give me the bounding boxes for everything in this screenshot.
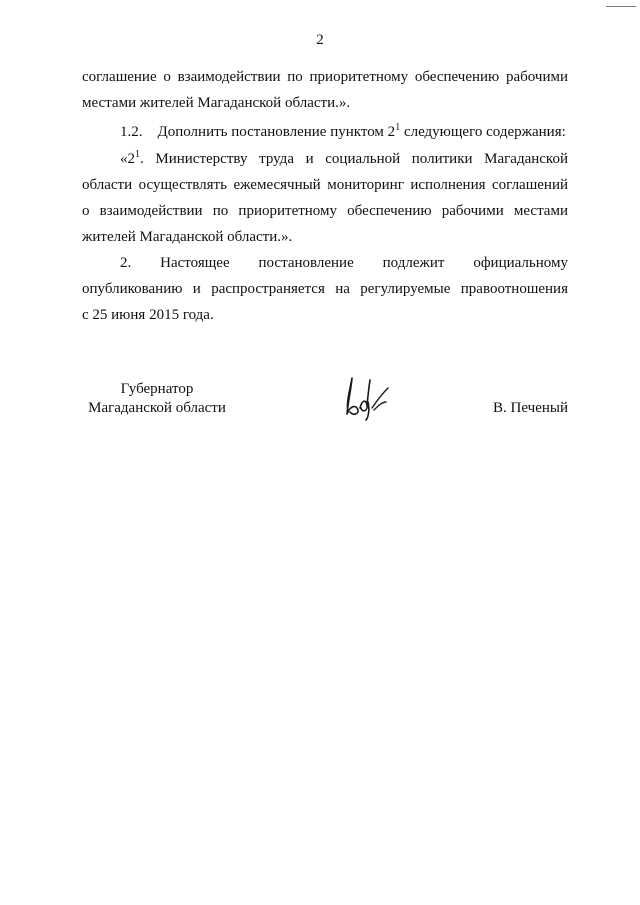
superscript: 1 (395, 122, 401, 133)
paragraph-line: местами жителей Магаданской области.». (82, 95, 351, 111)
page-number: 2 (316, 32, 324, 48)
paragraph-line: с 25 июня 2015 года. (82, 307, 214, 323)
clause-text-tail: следующего содержания: (400, 124, 566, 140)
quote-open: «2 (120, 151, 135, 167)
paragraph-line (82, 146, 568, 172)
paragraph-line: соглашение о взаимодействии по приоритетному обеспечению рабочими (82, 69, 568, 85)
clause-number: 1.2. (120, 124, 143, 140)
handwritten-signature (338, 372, 398, 422)
signatory-name: В. Печеный (493, 400, 568, 416)
paragraph-line: опубликованию и распространяется на регулируемые правоотношения (82, 281, 568, 297)
paragraph-line: 2. Настоящее постановление подлежит официальному (120, 255, 568, 271)
corner-scan-mark (606, 6, 636, 7)
quote-text: . Министерству труда и социальной политики Магаданской (140, 151, 568, 167)
signatory-title (82, 380, 232, 418)
signatory-title-line: Губернатор (120, 381, 194, 397)
quoted-paragraph (82, 146, 568, 250)
paragraph-continuation (82, 64, 568, 116)
paragraph-line (82, 119, 568, 145)
signature-block (82, 380, 568, 430)
signatory-title-line: Магаданской области (88, 400, 226, 416)
clause-text: Дополнить постановление пунктом 2 (157, 124, 396, 140)
paragraph-line: области осуществлять ежемесячный мониторинг исполнения соглашений (82, 177, 568, 193)
paragraph-1-2 (82, 119, 568, 145)
superscript: 1 (135, 149, 140, 160)
paragraph-line: о взаимодействии по приоритетному обеспечению рабочими местами (82, 203, 568, 219)
paragraph-line: жителей Магаданской области.». (82, 229, 293, 245)
paragraph-2 (82, 250, 568, 328)
